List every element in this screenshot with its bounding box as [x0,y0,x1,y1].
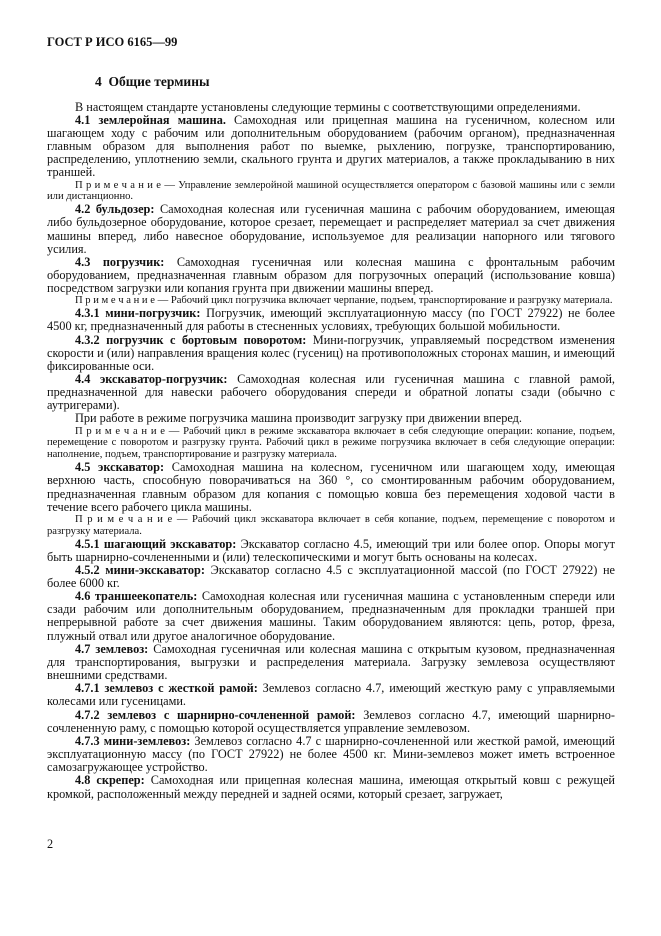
paragraph: В настоящем стандарте установлены следующие термины с соответствующими определениями. [75,99,581,114]
paragraph: 4.7.2 землевоз с шарнирно-сочлененной рамой: Землевоз согласно 4.7, имеющий шарнирно-сочлененную раму, с помощью которой осуществляется управление землевозом. [47,707,615,735]
term-lead: 4.5.2 мини-экскаватор: [75,562,205,577]
term-lead: 4.5 экскаватор: [75,460,165,475]
paragraph: 4.5 экскаватор: Самоходная машина на колесном, гусеничном или шагающем ходу, имеющая верхнюю часть, способную поворачиваться на 360 °, со смонтированным рабочим оборудованием, предназначенная главным образом для копания с помощью ковша без перемещения ходовой части в течение всего рабочего цикла машины. [47,460,615,514]
term-lead: 4.3.1 мини-погрузчик: [75,306,201,321]
note-paragraph: П р и м е ч а н и е — Управление землеройной машиной осуществляется оператором с базовой машины или с земли или дистанционно. [47,179,615,203]
term-lead: 4.1 землеройная машина. [75,112,226,127]
paragraph: 4.1 землеройная машина. Самоходная или прицепная машина на гусеничном, колесном или шагающем ходу с рабочим или дополнительным оборудованием (рабочим органом), предназначенная главным образом для выполнения работ по выемке, рыхлению, погрузке, транспортированию, распределению, уплотнению земли, скального грунта и других материалов, а также прокладыванию в них траншей. [47,112,616,180]
note-paragraph: П р и м е ч а н и е — Рабочий цикл экскаватора включает в себя копание, подъем, перемещение с поворотом и разгрузку материала. [47,513,615,537]
paragraph: 4.5.1 шагающий экскаватор: Экскаватор согласно 4.5, имеющий три или более опор. Опоры могут быть шарнирно-сочлененными и (или) телескопическими и могут быть основаны на колесах. [47,536,615,564]
page-number: 2 [47,837,54,851]
document-body [47,101,615,801]
paragraph: При работе в режиме погрузчика машина производит загрузку при движении вперед. [75,411,522,426]
paragraph: 4.7.1 землевоз с жесткой рамой: Землевоз согласно 4.7, имеющий жесткую раму с управляемыми колесами или гусеницами. [47,681,615,709]
term-lead: 4.7.1 землевоз с жесткой рамой: [75,681,258,696]
term-lead: 4.8 скрепер: [75,773,145,788]
section-heading: 4 Общие термины [95,73,210,89]
paragraph: 4.5.2 мини-экскаватор: Экскаватор согласно 4.5 с эксплуатационной массой (по ГОСТ 27922) не более 6000 кг. [47,562,615,590]
term-lead: 4.3 погрузчик: [75,254,165,269]
paragraph: 4.2 бульдозер: Самоходная колесная или гусеничная машина с рабочим оборудованием, имеющая либо бульдозерное оборудование, которое срезает, перемещает и распределяет материал за счет движения машины вперед, либо навесное оборудование, используемое для реализации напорного или тягового усилия. [47,202,615,256]
paragraph: 4.8 скрепер: Самоходная или прицепная колесная машина, имеющая открытый ковш с режущей кромкой, расположенный между передней и задней осями, который срезает, загружает, [47,773,616,801]
term-lead: 4.5.1 шагающий экскаватор: [75,536,237,551]
note-paragraph: П р и м е ч а н и е — Рабочий цикл погрузчика включает черпание, подъем, транспортирование и разгрузку материала. [75,295,613,307]
term-lead: 4.6 траншеекопатель: [75,589,198,604]
paragraph: 4.7.3 мини-землевоз: Землевоз согласно 4.7 с шарнирно-сочлененной или жесткой рамой, имеющий эксплуатационную массу (по ГОСТ 27922) не более 4500 кг. Мини-землевоз может иметь встроенное самозагружающее устройство. [47,733,615,775]
paragraph: 4.3 погрузчик: Самоходная гусеничная или колесная машина с фронтальным рабочим оборудованием, предназначенная главным образом для погрузочных операций (использование ковша) посредством загрузки или копания грунта при движении машины вперед. [47,254,615,296]
paragraph: 4.6 траншеекопатель: Самоходная колесная или гусеничная машина с установленным спереди или сзади рабочим или дополнительным оборудованием, предназначенным для прокладки траншей при непрерывной работе за счет движения машины. Таким оборудованием являются: цепь, ротор, фреза, плужный отвал или другое аналогичное оборудование. [47,589,615,643]
document-number: ГОСТ Р ИСО 6165—99 [47,35,178,49]
term-lead: 4.2 бульдозер: [75,202,155,217]
paragraph: 4.3.2 погрузчик с бортовым поворотом: Мини-погрузчик, управляемый посредством изменения скорости и (или) направления вращения колес (гусениц) на противоположных сторонах машин, и имеющий фиксированные оси. [47,332,615,373]
document-content [47,36,615,801]
term-lead: 4.7 землевоз: [75,641,149,656]
term-lead: 4.4 экскаватор-погрузчик: [75,371,228,386]
paragraph: 4.7 землевоз: Самоходная гусеничная или колесная машина с открытым кузовом, предназначенная для транспортирования, выгрузки и распределения материала. Загрузку землевоза осуществляют внешними средствами. [47,641,615,683]
term-lead: 4.7.2 землевоз с шарнирно-сочлененной рамой: [75,707,356,722]
paragraph: 4.3.1 мини-погрузчик: Погрузчик, имеющий эксплуатационную массу (по ГОСТ 27922) не более 4500 кг, предназначенный для работы в стесненных условиях, требующих большой мобильности. [47,306,615,334]
term-lead: 4.3.2 погрузчик с бортовым поворотом: [75,332,307,347]
term-lead: 4.7.3 мини-землевоз: [75,733,191,748]
paragraph: 4.4 экскаватор-погрузчик: Самоходная колесная или гусеничная машина с главной рамой, предназначенной для навески рабочего оборудования спереди и обратной лопаты сзади (обычно с аутригерами). [47,371,616,413]
note-paragraph: П р и м е ч а н и е — Рабочий цикл в режиме экскаватора включает в себя следующие операции: копание, подъем, перемещение с поворотом и разгрузку грунта. Рабочий цикл в режиме погрузчика включает в себя следующие операции: наполнение, подъем, транспортирование и разгрузку материала. [47,425,615,461]
